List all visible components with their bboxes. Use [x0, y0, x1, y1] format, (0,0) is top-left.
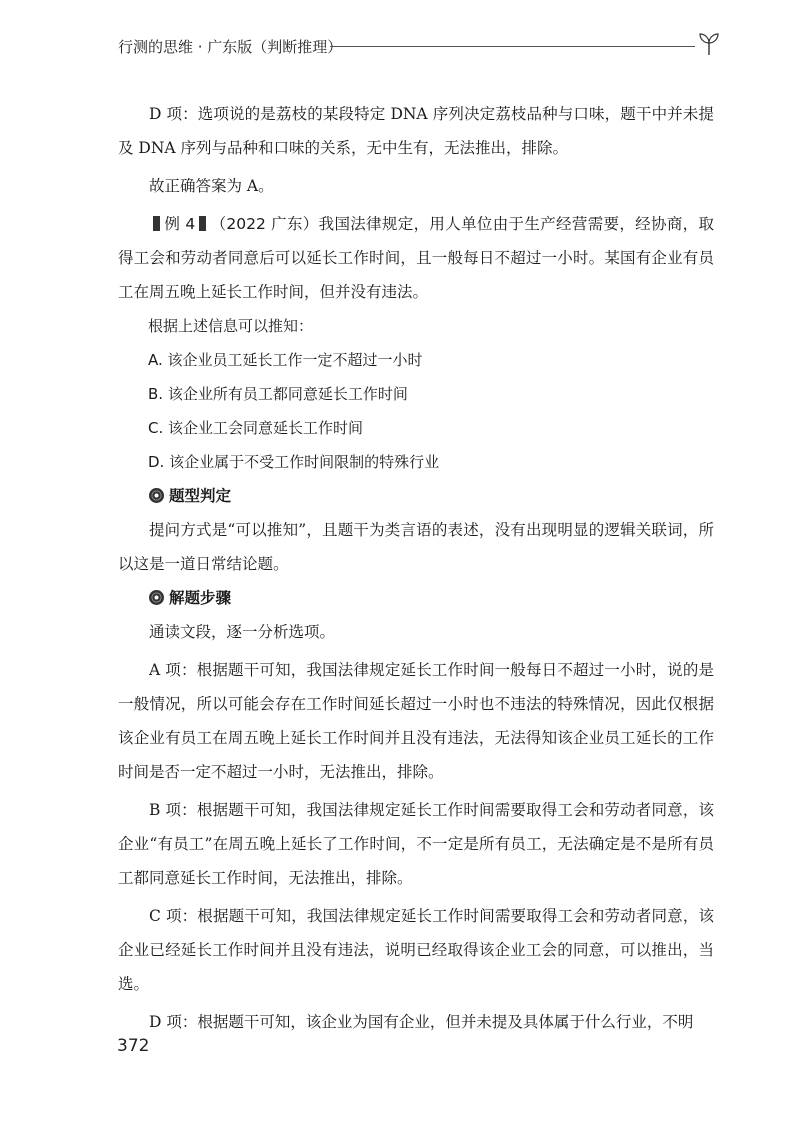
option-d: D. 该企业属于不受工作时间限制的特殊行业: [148, 453, 440, 471]
step-intro: 通读文段，逐一分析选项。: [149, 623, 336, 641]
bracket-mark-icon: [153, 216, 160, 231]
badge-icon: [149, 488, 164, 503]
analysis-b: B 项：根据题干可知，我国法律规定延长工作时间需要取得工会和劳动者同意，该企业“有员工”在周五晚上延长了工作时间，不一定是所有员工，无法确定是不是所有员工都同意延长工作时间，无法推出，排除。: [118, 801, 714, 887]
option-a: A. 该企业员工延长工作一定不超过一小时: [148, 351, 423, 369]
running-header: [118, 30, 718, 60]
section-title: 解题步骤: [169, 589, 232, 607]
header-rule: [330, 46, 695, 47]
header-title: 行测的思维 · 广东版（判断推理）: [118, 38, 343, 56]
question-stem: 根据上述信息可以推知：: [148, 317, 314, 335]
example-text: （2022 广东）我国法律规定，用人单位由于生产经营需要，经协商，取得工会和劳动者同意后可以延长工作时间，且一般每日不超过一小时。某国有企业有员工在周五晚上延长工作时间，但并没有违法。: [118, 215, 714, 301]
example-label: 例 4: [164, 215, 196, 233]
example-paragraph: [118, 207, 714, 309]
section-heading-type: [118, 479, 714, 513]
analysis-c: C 项：根据题干可知，我国法律规定延长工作时间需要取得工会和劳动者同意，该企业已经延长工作时间并且没有违法，说明已经取得该企业工会的同意，可以推出，当选。: [118, 907, 714, 993]
section-title: 题型判定: [169, 487, 232, 505]
page-body: [118, 97, 714, 1039]
sprout-icon: [696, 30, 722, 56]
page-number: 372: [117, 1036, 150, 1056]
type-judgment-text: 提问方式是“可以推知”，且题干为类言语的表述，没有出现明显的逻辑关联词，所以这是一道日常结论题。: [118, 521, 714, 573]
option-d-analysis-prev: D 项：选项说的是荔枝的某段特定 DNA 序列决定荔枝品种与口味，题干中并未提及 DNA 序列与品种和口味的关系，无中生有，无法推出，排除。: [118, 105, 714, 157]
option-c: C. 该企业工会同意延长工作时间: [148, 419, 364, 437]
section-heading-steps: [118, 581, 714, 615]
option-b: B. 该企业所有员工都同意延长工作时间: [148, 385, 408, 403]
analysis-a: A 项：根据题干可知，我国法律规定延长工作时间一般每日不超过一小时，说的是一般情况，所以可能会存在工作时间延长超过一小时也不违法的特殊情况，因此仅根据该企业有员工在周五晚上延长工作时间并且没有违法，无法得知该企业员工延长的工作时间是否一定不超过一小时，无法推出，排除。: [118, 661, 714, 781]
badge-icon: [149, 590, 164, 605]
bracket-mark-icon: [199, 216, 206, 231]
analysis-d: D 项：根据题干可知，该企业为国有企业，但并未提及具体属于什么行业，不明: [149, 1013, 694, 1031]
answer-line: 故正确答案为 A。: [149, 177, 274, 195]
